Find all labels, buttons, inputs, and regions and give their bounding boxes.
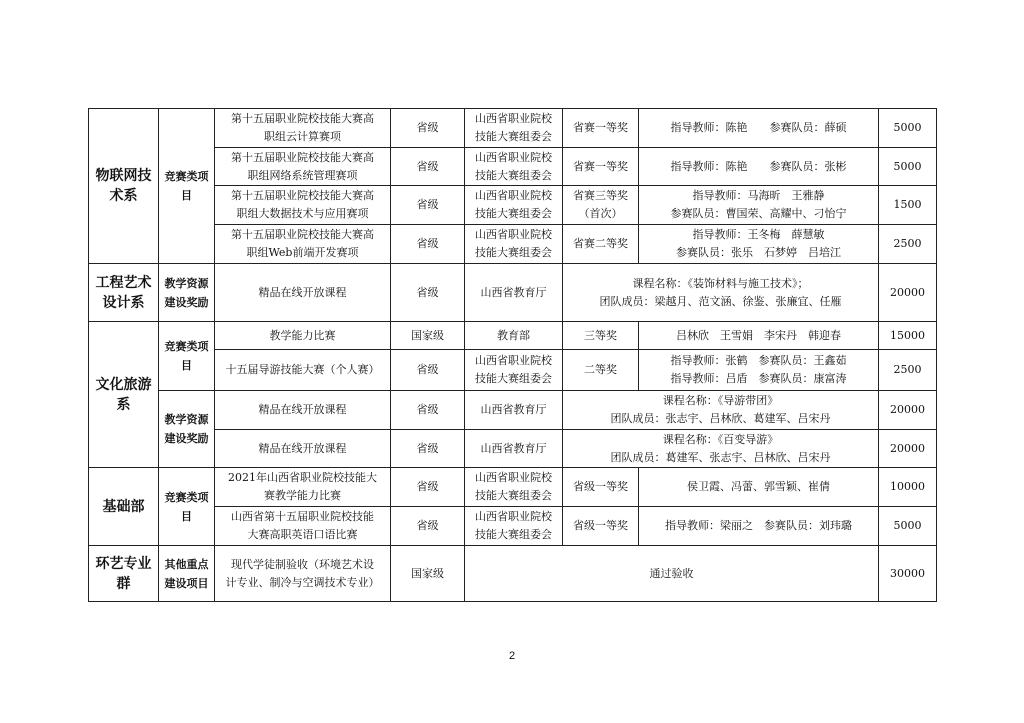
- amount-cell: 1500: [879, 186, 937, 225]
- project-cell: 第十五届职业院校技能大赛高 职组网络系统管理赛项: [215, 148, 391, 186]
- organizer-cell: 山西省教育厅: [465, 391, 563, 430]
- category-cell: 竞赛类项目: [159, 109, 215, 264]
- organizer-cell: 山西省职业院校 技能大赛组委会: [465, 225, 563, 264]
- amount-cell: 5000: [879, 148, 937, 186]
- organizer-cell: 山西省职业院校 技能大赛组委会: [465, 350, 563, 391]
- project-cell: 第十五届职业院校技能大赛高 职组Web前端开发赛项: [215, 225, 391, 264]
- department-cell: 工程艺术设计系: [89, 264, 159, 322]
- award-cell: 省赛一等奖: [563, 148, 639, 186]
- award-cell: 二等奖: [563, 350, 639, 391]
- table-row: [89, 322, 937, 350]
- award-cell: 省赛三等奖 （首次）: [563, 186, 639, 225]
- table-row: [89, 148, 937, 186]
- level-cell: 国家级: [391, 322, 465, 350]
- category-cell: 竞赛类项目: [159, 322, 215, 391]
- table-row: [89, 391, 937, 430]
- participants-cell: 侯卫霞、冯蕾、郭雪颖、崔倩: [639, 468, 879, 507]
- level-cell: 省级: [391, 264, 465, 322]
- amount-cell: 5000: [879, 109, 937, 148]
- amount-cell: 5000: [879, 507, 937, 546]
- project-cell: 精品在线开放课程: [215, 391, 391, 430]
- level-cell: 省级: [391, 148, 465, 186]
- department-cell: 文化旅游系: [89, 322, 159, 468]
- amount-cell: 15000: [879, 322, 937, 350]
- department-cell: 环艺专业群: [89, 546, 159, 602]
- organizer-cell: 山西省教育厅: [465, 264, 563, 322]
- award-cell: 省赛一等奖: [563, 109, 639, 148]
- level-cell: 省级: [391, 109, 465, 148]
- project-cell: 第十五届职业院校技能大赛高 职组云计算赛项: [215, 109, 391, 148]
- organizer-cell: 山西省职业院校 技能大赛组委会: [465, 109, 563, 148]
- amount-cell: 20000: [879, 391, 937, 430]
- course-team-cell: 课程名称：《装饰材料与施工技术》； 团队成员：梁越月、范文涵、徐鉴、张廉宜、任雁: [563, 264, 879, 322]
- amount-cell: 20000: [879, 264, 937, 322]
- level-cell: 省级: [391, 507, 465, 546]
- level-cell: 省级: [391, 225, 465, 264]
- awards-table: [88, 108, 937, 602]
- level-cell: 省级: [391, 430, 465, 468]
- category-cell: 教学资源建设奖励: [159, 264, 215, 322]
- level-cell: 省级: [391, 186, 465, 225]
- amount-cell: 2500: [879, 225, 937, 264]
- project-cell: 山西省第十五届职业院校技能 大赛高职英语口语比赛: [215, 507, 391, 546]
- level-cell: 省级: [391, 391, 465, 430]
- participants-cell: 指导教师：马海昕 王雅静 参赛队员：曹国荣、高耀中、刁怡宁: [639, 186, 879, 225]
- table-row: [89, 350, 937, 391]
- organizer-cell: 山西省职业院校 技能大赛组委会: [465, 186, 563, 225]
- amount-cell: 10000: [879, 468, 937, 507]
- department-cell: 基础部: [89, 468, 159, 546]
- table-row: [89, 507, 937, 546]
- table-row: [89, 468, 937, 507]
- award-cell: 省级一等奖: [563, 507, 639, 546]
- table-row: [89, 430, 937, 468]
- amount-cell: 30000: [879, 546, 937, 602]
- project-cell: 精品在线开放课程: [215, 430, 391, 468]
- participants-cell: 指导教师：陈艳 参赛队员：薛硕: [639, 109, 879, 148]
- project-cell: 十五届导游技能大赛（个人赛）: [215, 350, 391, 391]
- amount-cell: 20000: [879, 430, 937, 468]
- organizer-cell: 山西省职业院校 技能大赛组委会: [465, 468, 563, 507]
- table-row: [89, 264, 937, 322]
- project-cell: 精品在线开放课程: [215, 264, 391, 322]
- category-cell: 教学资源建设奖励: [159, 391, 215, 468]
- participants-cell: 吕林欣 王雪娟 李宋丹 韩迎春: [639, 322, 879, 350]
- category-cell: 其他重点建设项目: [159, 546, 215, 602]
- table-row: [89, 546, 937, 602]
- organizer-cell: 山西省职业院校 技能大赛组委会: [465, 148, 563, 186]
- participants-cell: 指导教师：张鹤 参赛队员：王鑫茹 指导教师：吕盾 参赛队员：康富涛: [639, 350, 879, 391]
- participants-cell: 指导教师：梁丽之 参赛队员：刘玮璐: [639, 507, 879, 546]
- table-row: [89, 109, 937, 148]
- award-cell: 省级一等奖: [563, 468, 639, 507]
- course-team-cell: 课程名称：《百变导游》 团队成员：葛建军、张志宇、吕林欣、吕宋丹: [563, 430, 879, 468]
- department-cell: 物联网技术系: [89, 109, 159, 264]
- participants-cell: 指导教师：王冬梅 薛慧敏 参赛队员：张乐 石梦婷 吕培江: [639, 225, 879, 264]
- course-team-cell: 课程名称：《导游带团》 团队成员：张志宇、吕林欣、葛建军、吕宋丹: [563, 391, 879, 430]
- organizer-cell: 山西省职业院校 技能大赛组委会: [465, 507, 563, 546]
- level-cell: 省级: [391, 468, 465, 507]
- category-cell: 竞赛类项目: [159, 468, 215, 546]
- result-cell: 通过验收: [465, 546, 879, 602]
- project-cell: 教学能力比赛: [215, 322, 391, 350]
- amount-cell: 2500: [879, 350, 937, 391]
- award-cell: 省赛二等奖: [563, 225, 639, 264]
- project-cell: 现代学徒制验收（环境艺术设 计专业、制冷与空调技术专业）: [215, 546, 391, 602]
- award-cell: 三等奖: [563, 322, 639, 350]
- level-cell: 省级: [391, 350, 465, 391]
- project-cell: 2021年山西省职业院校技能大 赛教学能力比赛: [215, 468, 391, 507]
- table-row: [89, 225, 937, 264]
- organizer-cell: 教育部: [465, 322, 563, 350]
- page-number: 2: [508, 650, 516, 662]
- participants-cell: 指导教师：陈艳 参赛队员：张彬: [639, 148, 879, 186]
- organizer-cell: 山西省教育厅: [465, 430, 563, 468]
- table-row: [89, 186, 937, 225]
- project-cell: 第十五届职业院校技能大赛高 职组大数据技术与应用赛项: [215, 186, 391, 225]
- level-cell: 国家级: [391, 546, 465, 602]
